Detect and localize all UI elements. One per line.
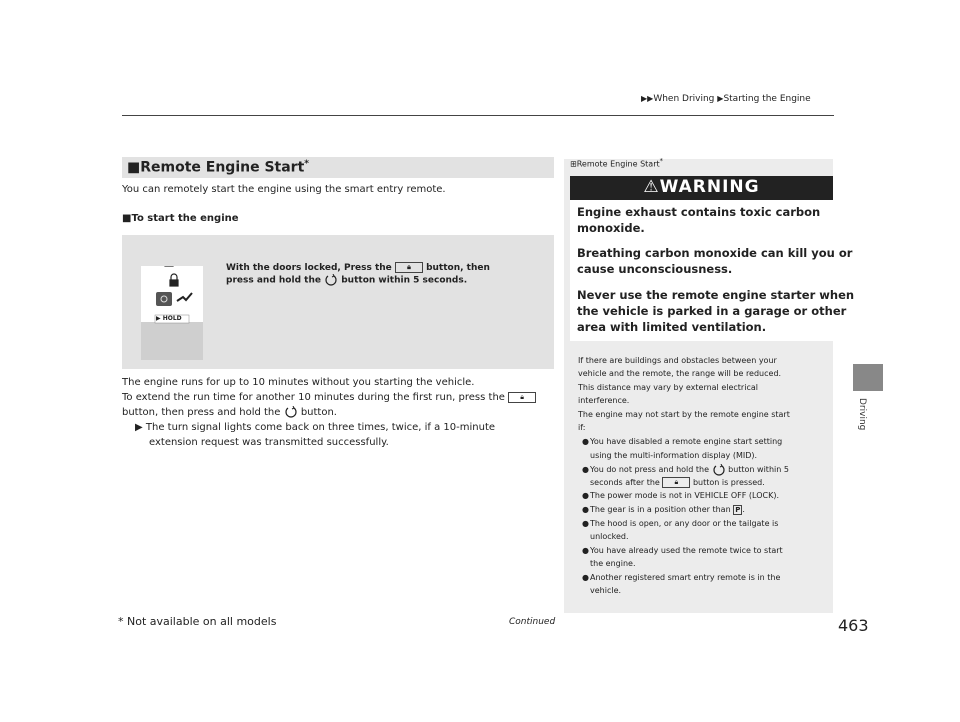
lock-button-icon: 🔒︎ [395, 262, 423, 273]
warning-line: Breathing carbon monoxide can kill you or [577, 246, 853, 260]
bullet-icon: ● [582, 505, 589, 514]
bullet-item-cont: the engine. [590, 559, 636, 568]
bullet-icon: ● [582, 519, 589, 528]
breadcrumb-item-starting-engine[interactable]: Starting the Engine [723, 94, 811, 104]
bullet-icon: ● [582, 465, 589, 474]
bullet-item: ● The gear is in a position other than P . [590, 503, 745, 517]
bullet-item: ● You have already used the remote twice to start [590, 544, 783, 558]
remote-start-icon [324, 274, 338, 286]
paragraph-2: To extend the run time for another 10 minutes during the first run, press the 🔒︎ [122, 390, 536, 405]
paragraph-1: The engine runs for up to 10 minutes without you starting the vehicle. [122, 377, 475, 388]
bullet-item-cont: using the multi-information display (MID). [590, 451, 758, 460]
remote-start-icon [712, 464, 726, 476]
warning-line: area with limited ventilation. [577, 320, 767, 334]
chapter-tab-label: Driving [857, 398, 867, 431]
sidebar-note: If there are buildings and obstacles between your [578, 356, 777, 365]
sidebar-ref-title: ⊞Remote Engine Start* [570, 157, 663, 169]
square-bullet-icon: ■ [127, 159, 141, 176]
bullet-item: ● Another registered smart entry remote is in the [590, 571, 780, 585]
continued-label: Continued [509, 617, 556, 627]
sidebar-note: The engine may not start by the remote engine start [578, 410, 790, 419]
bullet-item-cont: unlocked. [590, 532, 629, 541]
note-line-1: ▶ The turn signal lights come back on three times, twice, if a 10-minute [135, 422, 496, 433]
sidebar-note: This distance may vary by external electrical [578, 383, 758, 392]
page-number: 463 [838, 616, 869, 635]
lock-button-icon: 🔒︎ [662, 477, 690, 488]
arrow-icon: ▶ [135, 422, 143, 433]
figure-caption: With the doors locked, Press the 🔒︎ button, then press and hold the button within 5 seconds. [226, 263, 490, 286]
breadcrumb-item-when-driving[interactable]: When Driving [653, 94, 715, 104]
remote-start-icon [284, 406, 298, 418]
header-rule [122, 115, 834, 116]
footnote: * Not available on all models [118, 615, 277, 628]
bullet-icon: ● [582, 546, 589, 555]
warning-line: monoxide. [577, 221, 645, 235]
reference-icon: ⊞ [570, 159, 577, 169]
subheading: ■To start the engine [122, 213, 239, 224]
note-line-2: extension request was transmitted successfully. [149, 437, 389, 448]
breadcrumb [641, 94, 811, 104]
intro-text: You can remotely start the engine using the smart entry remote. [122, 184, 446, 195]
bullet-item-cont: seconds after the 🔒︎ button is pressed. [590, 478, 765, 487]
sidebar-note: vehicle and the remote, the range will be reduced. [578, 369, 782, 378]
bullet-item: ● You do not press and hold the button within 5 [590, 463, 789, 477]
section-title: ■Remote Engine Start* [127, 159, 310, 176]
bullet-icon: ● [582, 491, 589, 500]
paragraph-3: button, then press and hold the button. [122, 407, 337, 418]
warning-line: Never use the remote engine starter when [577, 288, 855, 302]
remote-icon [141, 266, 203, 360]
chapter-tab [853, 364, 883, 391]
breadcrumb-arrow-icon: ▶ [717, 94, 724, 103]
play-arrow-icon: ▶ [156, 315, 161, 322]
warning-line: cause unconsciousness. [577, 262, 733, 276]
warning-triangle-icon: ⚠ [643, 177, 660, 197]
sidebar-note: interference. [578, 396, 630, 405]
warning-line: the vehicle is parked in a garage or other [577, 304, 847, 318]
sidebar-note: if: [578, 423, 586, 432]
warning-line: Engine exhaust contains toxic carbon [577, 205, 821, 219]
bullet-item: ● You have disabled a remote engine start setting [590, 435, 782, 449]
warning-title: ⚠WARNING [643, 177, 760, 197]
hold-label: ▶ HOLD [156, 315, 182, 322]
park-gear-indicator: P [735, 505, 741, 514]
breadcrumb-arrow-icon: ▶▶ [641, 94, 654, 103]
bullet-item: ● The hood is open, or any door or the tailgate is [590, 517, 778, 531]
square-bullet-icon: ■ [122, 213, 132, 224]
lock-button-icon: 🔒︎ [508, 392, 536, 403]
smart-remote-illustration [141, 266, 203, 360]
bullet-item: ● The power mode is not in VEHICLE OFF (LOCK). [590, 489, 779, 503]
bullet-item-cont: vehicle. [590, 586, 622, 595]
bullet-icon: ● [582, 573, 589, 582]
bullet-icon: ● [582, 437, 589, 446]
